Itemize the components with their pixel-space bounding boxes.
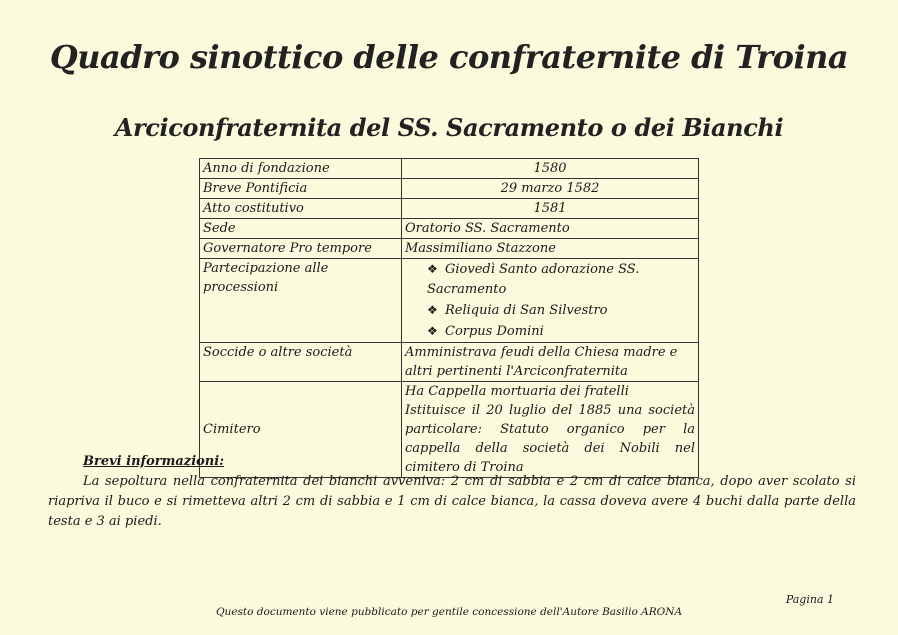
cimitero-label: Cimitero	[200, 382, 402, 478]
document-title: Quadro sinottico delle confraternite di Troina	[49, 38, 849, 76]
soccide-label: Soccide o altre società	[200, 343, 402, 382]
diamond-bullet-icon: ❖	[427, 262, 438, 276]
list-item	[427, 321, 695, 342]
table-row	[200, 239, 699, 259]
processione-label: Corpus Domini	[445, 324, 544, 339]
processione-label: Giovedì Santo adorazione SS. Sacramento	[427, 262, 640, 297]
breve-value: 29 marzo 1582	[402, 179, 699, 199]
governatore-value: Massimiliano Stazzone	[402, 239, 699, 259]
soccide-value: Amministrava feudi della Chiesa madre e altri pertinenti l'Arciconfraternita	[402, 343, 699, 382]
info-heading: Brevi informazioni:	[83, 454, 224, 469]
cimitero-line-1: Ha Cappella mortuaria dei fratelli	[405, 384, 629, 399]
table-row	[200, 343, 699, 382]
governatore-label: Governatore Pro tempore	[200, 239, 402, 259]
atto-value: 1581	[402, 199, 699, 219]
document-subtitle: Arciconfraternita del SS. Sacramento o dei Bianchi	[114, 113, 784, 142]
breve-label: Breve Pontificia	[200, 179, 402, 199]
list-item	[427, 300, 695, 321]
processioni-label: Partecipazione alle processioni	[200, 259, 402, 343]
table-row	[200, 199, 699, 219]
anno-value: 1580	[402, 159, 699, 179]
footer-note: Questo documento viene pubblicato per gentile concessione dell'Autore Basilio ARONA	[215, 606, 683, 618]
page-number: Pagina 1	[785, 593, 834, 606]
table-row	[200, 179, 699, 199]
diamond-bullet-icon: ❖	[427, 324, 438, 338]
table-row	[200, 219, 699, 239]
list-item	[427, 259, 695, 300]
diamond-bullet-icon: ❖	[427, 303, 438, 317]
table-row	[200, 259, 699, 343]
sede-label: Sede	[200, 219, 402, 239]
info-table	[199, 158, 699, 478]
sede-value: Oratorio SS. Sacramento	[402, 219, 699, 239]
info-paragraph: La sepoltura nella confraternita dei bianchi avveniva: 2 cm di sabbia e 2 cm di calce bianca, dopo aver scolato si riapriva il buco e si rimetteva altri 2 cm di sabbia e 1 cm di calce bianca, la cassa doveva avere 4 buchi dalla parte della testa e 3 ai piedi.	[48, 474, 856, 529]
processione-label: Reliquia di San Silvestro	[445, 303, 608, 318]
atto-label: Atto costitutivo	[200, 199, 402, 219]
processioni-list	[405, 259, 695, 342]
cimitero-line-2: Istituisce il 20 luglio del 1885 una società particolare: Statuto organico per la cappella della società dei Nobili nel cimitero di Troina	[405, 403, 695, 475]
processioni-value	[402, 259, 699, 343]
anno-label: Anno di fondazione	[200, 159, 402, 179]
table-row	[200, 159, 699, 179]
info-section	[48, 452, 856, 532]
